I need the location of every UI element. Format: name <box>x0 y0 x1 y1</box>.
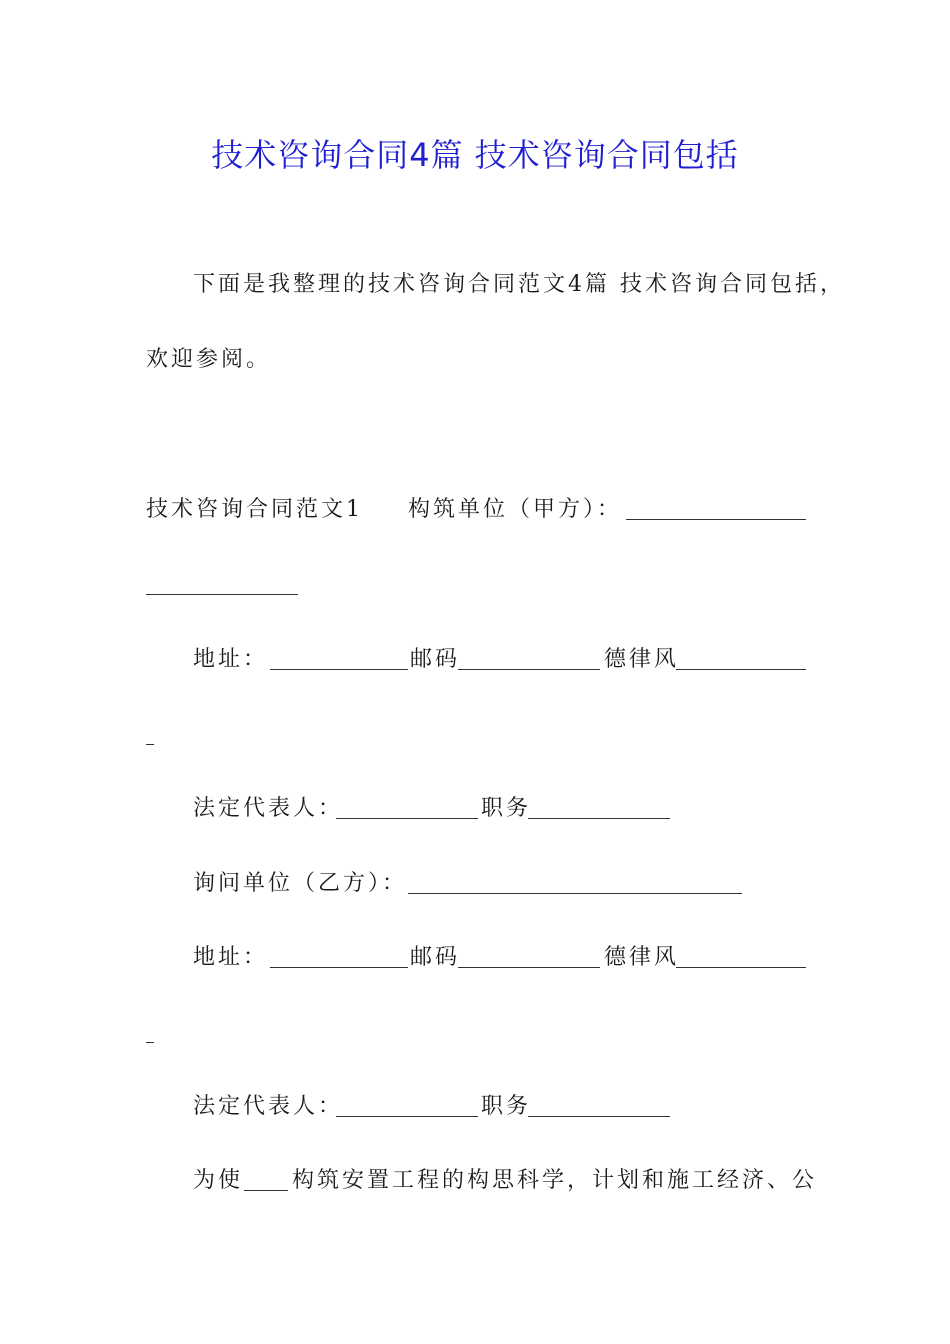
party-b-postcode-blank <box>458 947 600 968</box>
intro-line-2: 欢迎参阅。 <box>146 347 272 372</box>
party-b-postcode-label: 邮码 <box>410 945 461 970</box>
party-b-position-blank <box>528 1096 670 1117</box>
party-b-legal-rep-label: 法定代表人： <box>193 1094 344 1119</box>
party-b-phone-label: 德律风 <box>604 945 680 970</box>
purpose-text: 构筑安置工程的构思科学，计划和施工经济、公 <box>292 1168 818 1193</box>
party-a-row <box>408 495 622 525</box>
party-a-label: 构筑单位（甲方）： <box>408 497 623 522</box>
party-b-address-label: 地址： <box>193 945 269 970</box>
purpose-prefix: 为使 <box>193 1168 244 1193</box>
party-a-postcode-label: 邮码 <box>410 647 461 672</box>
party-a-postcode-blank <box>458 649 600 670</box>
section-heading-text: 技术咨询合同范文1 <box>146 497 363 522</box>
party-a-address-blank <box>270 649 408 670</box>
party-a-blank-continued <box>146 574 298 595</box>
document-title: 技术咨询合同4篇 技术咨询合同包括 <box>211 136 739 174</box>
party-b-phone-blank <box>676 947 806 968</box>
party-b-blank <box>408 873 742 894</box>
section-heading <box>146 495 363 525</box>
party-a-phone-label: 德律风 <box>604 647 680 672</box>
purpose-blank <box>244 1170 288 1191</box>
party-a-blank <box>626 499 806 520</box>
party-b-address-blank <box>270 947 408 968</box>
party-a-position-label: 职务 <box>481 796 532 821</box>
party-a-legal-rep-label: 法定代表人： <box>193 796 344 821</box>
party-a-position-blank <box>528 798 670 819</box>
party-b-label: 询问单位（乙方）： <box>193 871 408 896</box>
party-a-address-label: 地址： <box>193 647 269 672</box>
party-b-position-label: 职务 <box>481 1094 532 1119</box>
intro-line-1: 下面是我整理的技术咨询合同范文4篇 技术咨询合同包括， <box>193 272 845 297</box>
party-a-phone-blank-continued <box>146 724 154 745</box>
party-a-legal-rep-blank <box>336 798 478 819</box>
party-a-phone-blank <box>676 649 806 670</box>
party-b-legal-rep-blank <box>336 1096 478 1117</box>
party-b-phone-blank-continued <box>146 1022 154 1043</box>
